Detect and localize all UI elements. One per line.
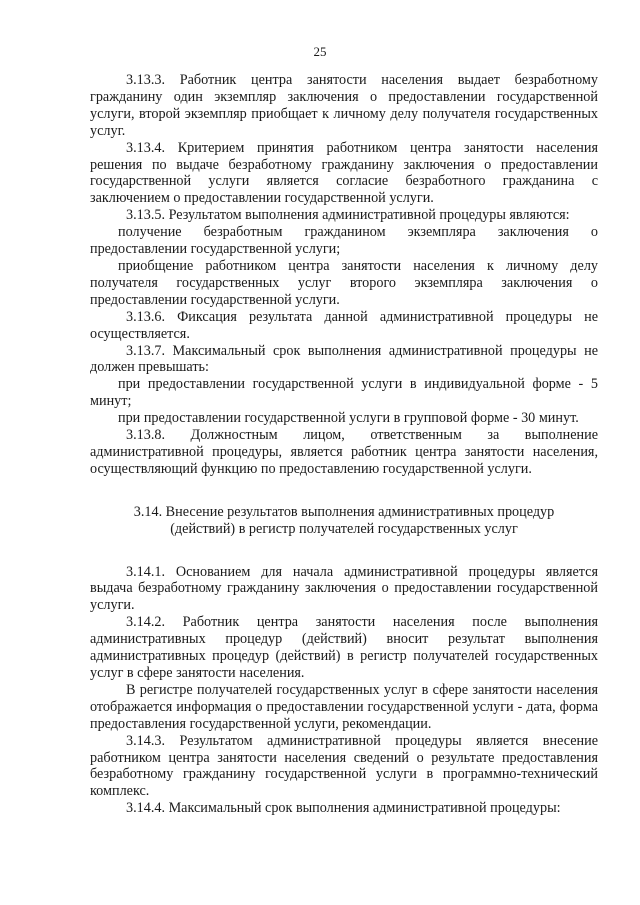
paragraph-3-13-5: 3.13.5. Результатом выполнения административной процедуры являются: (126, 207, 570, 224)
paragraph-3-13-4: 3.13.4. Критерием принятия работником центра занятости населения решения по выдаче безработному гражданину заключения о предоставлении государственной услуги является согласие безработного гражданина с заключением о предоставлении государственной услуги. (90, 139, 598, 207)
paragraph-3-14-2: 3.14.2. Работник центра занятости населения после выполнения административных процедур (действий) вносит результат выполнения административных процедур (действий) в регистр получателей государственных услуг в сфере занятости населения. (90, 614, 598, 681)
paragraph-3-14-3: 3.14.3. Результатом административной процедуры является внесение работником центра занятости населения сведений о результате предоставления безработному гражданину государственной услуги в программно-технический комплекс. (90, 732, 598, 800)
paragraph-result-item-1: получение безработным гражданином экземпляра заключения о предоставлении государственной услуги; (90, 224, 598, 258)
document-body (90, 72, 598, 817)
spacer (90, 478, 598, 504)
section-heading-line-2: (действий) в регистр получателей государственных услуг (170, 520, 518, 537)
paragraph-3-13-7: 3.13.7. Максимальный срок выполнения административной процедуры не должен превышать: (90, 342, 598, 376)
paragraph-3-13-6: 3.13.6. Фиксация результата данной административной процедуры не осуществляется. (90, 308, 598, 342)
paragraph-register-info: В регистре получателей государственных услуг в сфере занятости населения отображается информация о предоставлении государственной услуги - дата, форма предоставления государственной услуги, рекомендации. (90, 681, 598, 732)
paragraph-time-individual: при предоставлении государственной услуги в индивидуальной форме - 5 минут; (90, 376, 598, 410)
paragraph-time-group: при предоставлении государственной услуги в групповой форме - 30 минут. (118, 410, 579, 427)
spacer (90, 538, 598, 564)
paragraph-3-14-4: 3.14.4. Максимальный срок выполнения административной процедуры: (126, 800, 561, 817)
paragraph-result-item-2: приобщение работником центра занятости населения к личному делу получателя государственных услуг второго экземпляра заключения о предоставлении государственной услуги. (90, 257, 598, 308)
paragraph-3-14-1: 3.14.1. Основанием для начала административной процедуры является выдача безработному гражданину заключения о предоставлении государственной услуги. (90, 563, 598, 614)
section-heading-line-1: 3.14. Внесение результатов выполнения административных процедур (133, 503, 555, 520)
paragraph-3-13-8: 3.13.8. Должностным лицом, ответственным за выполнение административной процедуры, является работник центра занятости населения, осуществляющий функцию по предоставлению государственной услуги. (90, 427, 598, 477)
page-number: 25 (313, 44, 327, 59)
paragraph-3-13-3: 3.13.3. Работник центра занятости населения выдает безработному гражданину один экземпляр заключения о предоставлении государственной услуги, второй экземпляр приобщает к личному делу получателя государственных услуг. (90, 72, 598, 139)
